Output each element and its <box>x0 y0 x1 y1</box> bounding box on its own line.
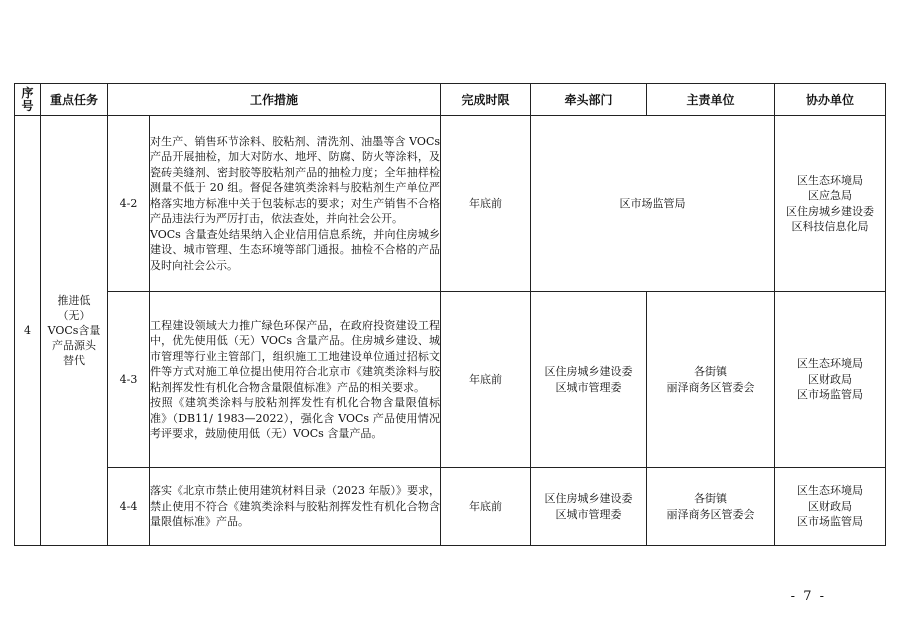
task-table <box>14 83 886 546</box>
header-measures: 工作措施 <box>108 84 441 116</box>
measure-cell: 对生产、销售环节涂料、胶粘剂、清洗剂、油墨等含 VOCs 产品开展抽检，加大对防水、地坪、防腐、防火等涂料，及瓷砖美缝剂、密封胶等胶粘剂产品的抽检力度；全年抽样检测量不低于 20 组。督促各建筑类涂料与胶粘剂生产单位严格落实地方标准中关于包装标志的要求；对生产销售不合格产品违法行为严厉打击，依法查处，并向社会公开。 VOCs 含量查处结果纳入企业信用信息系统，并向住房城乡建设、城市管理、生态环境等部门通报。抽检不合格的产品及时向社会公示。 <box>150 116 441 292</box>
header-assist: 协办单位 <box>775 84 886 116</box>
header-seq: 序 号 <box>15 84 41 116</box>
header-row <box>15 84 886 116</box>
item-id: 4-2 <box>108 116 150 292</box>
responsible-cell: 各街镇 丽泽商务区管委会 <box>647 468 775 546</box>
page-number: - 7 - <box>790 589 826 604</box>
assist-cell: 区生态环境局 区财政局 区市场监管局 <box>775 292 886 468</box>
measure-cell: 工程建设领域大力推广绿色环保产品，在政府投资建设工程中，优先使用低（无）VOCs 含量产品。住房城乡建设、城市管理等行业主管部门，组织施工工地建设单位通过招标文件等方式对施工单位提出使用符合北京市《建筑类涂料与胶粘剂挥发性有机化合物含量限值标准》产品的相关要求。 按照《建筑类涂料与胶粘剂挥发性有机化合物含量限值标准》（DB11/ 1983—2022），强化含 VOCs 产品使用情况考评要求，鼓励使用低（无）VOCs 含量产品。 <box>150 292 441 468</box>
deadline-cell: 年底前 <box>441 468 531 546</box>
item-id: 4-4 <box>108 468 150 546</box>
responsible-cell: 各街镇 丽泽商务区管委会 <box>647 292 775 468</box>
seq-cell: 4 <box>15 116 41 546</box>
table-row <box>15 468 886 546</box>
deadline-cell: 年底前 <box>441 116 531 292</box>
item-id: 4-3 <box>108 292 150 468</box>
header-responsible: 主责单位 <box>647 84 775 116</box>
table-row <box>15 116 886 292</box>
lead-cell: 区住房城乡建设委 区城市管理委 <box>531 468 647 546</box>
assist-cell: 区生态环境局 区应急局 区住房城乡建设委 区科技信息化局 <box>775 116 886 292</box>
header-lead: 牵头部门 <box>531 84 647 116</box>
deadline-cell: 年底前 <box>441 292 531 468</box>
header-task: 重点任务 <box>41 84 108 116</box>
task-cell: 推进低 （无） VOCs含量 产品源头 替代 <box>41 116 108 546</box>
header-deadline: 完成时限 <box>441 84 531 116</box>
table-row <box>15 292 886 468</box>
lead-cell: 区市场监管局 <box>531 116 775 292</box>
measure-cell: 落实《北京市禁止使用建筑材料目录（2023 年版）》要求，禁止使用不符合《建筑类涂料与胶粘剂挥发性有机化合物含量限值标准》产品。 <box>150 468 441 546</box>
lead-cell: 区住房城乡建设委 区城市管理委 <box>531 292 647 468</box>
assist-cell: 区生态环境局 区财政局 区市场监管局 <box>775 468 886 546</box>
